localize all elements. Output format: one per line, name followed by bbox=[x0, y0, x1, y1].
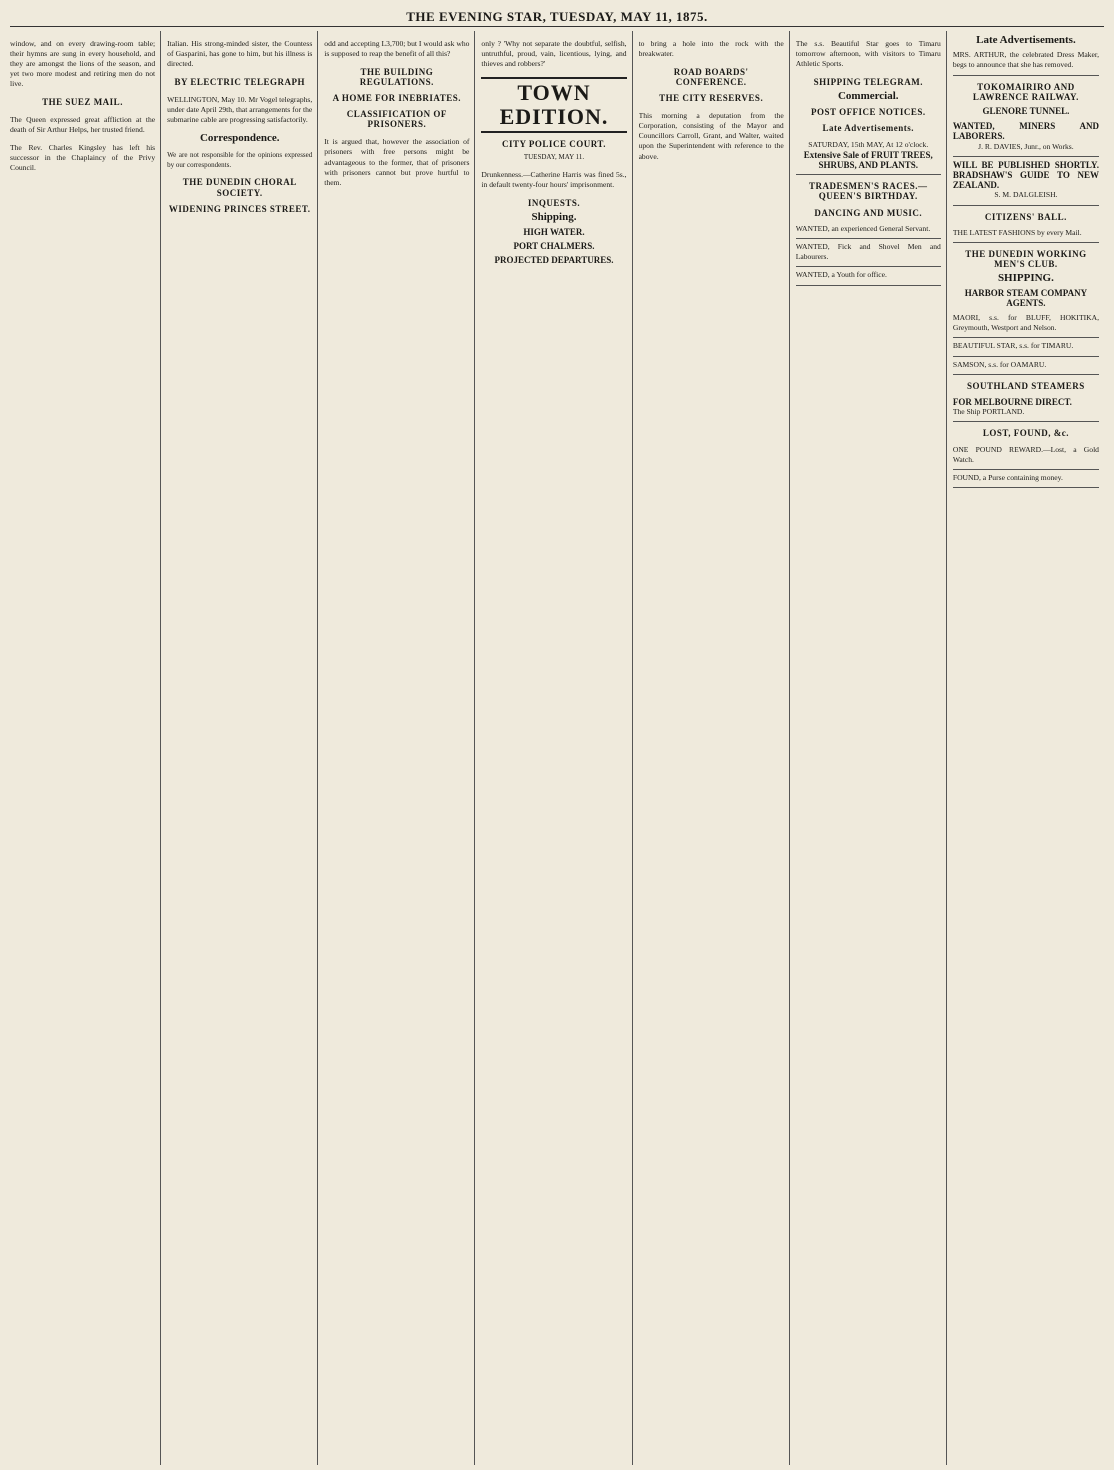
advert-date: SATURDAY, 15th MAY, At 12 o'clock. bbox=[808, 139, 929, 149]
section-heading: THE SUEZ MAIL. bbox=[42, 97, 123, 108]
section-heading: A HOME FOR INEBRIATES. bbox=[332, 93, 462, 103]
column-6 bbox=[796, 31, 947, 1465]
dateline: TUESDAY, MAY 11. bbox=[523, 153, 585, 162]
section-heading: SOUTHLAND STEAMERS bbox=[967, 380, 1085, 391]
article-paragraph: It is argued that, however the association of prisoners with free persons might be advantageous to the former, that of prisoners with prisoners cannot but prove hurtful to them. bbox=[324, 137, 470, 188]
advert: MRS. ARTHUR, the celebrated Dress Maker, begs to announce that she has removed. bbox=[953, 47, 1099, 75]
article-paragraph: only ? 'Why not separate the doubtful, selfish, untruthful, proud, vain, licentious, lying, and thieves and robbers?' bbox=[481, 38, 627, 68]
article-paragraph: The Queen expressed great affliction at the death of Sir Arthur Helps, her trusted friend. bbox=[10, 115, 156, 135]
article-paragraph: Drunkenness.—Catherine Harris was fined 5s., in default twenty-four hours' imprisonment. bbox=[481, 170, 627, 190]
section-heading: TOKOMAIRIRO AND LAWRENCE RAILWAY. bbox=[972, 81, 1079, 102]
column-7 bbox=[953, 31, 1104, 1465]
advert: WANTED, Fick and Shovel Men and Labourers. bbox=[796, 239, 941, 267]
sub-heading: HARBOR STEAM COMPANY AGENTS. bbox=[964, 287, 1088, 308]
article-paragraph: Italian. His strong-minded sister, the Countess of Gasparini, has gone to him, but his illness is directed. bbox=[167, 38, 313, 68]
sub-heading: GLENORE TUNNEL. bbox=[982, 106, 1070, 117]
column-3 bbox=[324, 31, 475, 1465]
advert: WANTED, an experienced General Servant. bbox=[796, 221, 941, 239]
advert-body: The Ship PORTLAND. bbox=[952, 407, 1025, 417]
section-heading: WIDENING PRINCES STREET. bbox=[168, 203, 311, 214]
section-heading: BY ELECTRIC TELEGRAPH bbox=[174, 76, 305, 87]
section-heading: Late Advertisements. bbox=[976, 34, 1076, 46]
column-1 bbox=[10, 31, 161, 1465]
section-heading: CLASSIFICATION OF PRISONERS. bbox=[346, 109, 447, 130]
advert: MAORI, s.s. for BLUFF, HOKITIKA, Greymouth, Westport and Nelson. bbox=[953, 310, 1099, 338]
section-heading: Correspondence. bbox=[199, 131, 280, 144]
article-paragraph: The Rev. Charles Kingsley has left his successor in the Chaplaincy of the Privy Council. bbox=[10, 143, 156, 173]
article-paragraph: to bring a hole into the rock with the breakwater. bbox=[638, 38, 784, 58]
section-heading: POST OFFICE NOTICES. bbox=[810, 107, 926, 118]
section-heading: LOST, FOUND, &c. bbox=[982, 428, 1069, 439]
column-5 bbox=[639, 31, 790, 1465]
section-heading: THE DUNEDIN WORKING MEN'S CLUB. bbox=[965, 249, 1087, 270]
advert-title: WILL BE PUBLISHED SHORTLY. BRADSHAW'S GUIDE TO NEW ZEALAND. bbox=[952, 159, 1099, 191]
section-heading: THE DUNEDIN CHORAL SOCIETY. bbox=[182, 177, 297, 198]
section-heading: THE CITY RESERVES. bbox=[659, 93, 764, 103]
advert: ONE POUND REWARD.—Lost, a Gold Watch. bbox=[953, 442, 1099, 470]
advert-signature: S. M. DALGLEISH. bbox=[994, 190, 1058, 200]
sub-heading: PORT CHALMERS. bbox=[513, 240, 595, 251]
column-2 bbox=[167, 31, 318, 1465]
columns bbox=[10, 31, 1104, 1465]
sub-heading: HIGH WATER. bbox=[523, 226, 585, 237]
advert: SAMSON, s.s. for OAMARU. bbox=[953, 357, 1099, 375]
section-heading: Commercial. bbox=[837, 90, 899, 102]
advert-title: Extensive Sale of FRUIT TREES, SHRUBS, AND PLANTS. bbox=[803, 149, 933, 171]
sub-heading: PROJECTED DEPARTURES. bbox=[494, 255, 614, 266]
section-heading: DANCING AND MUSIC. bbox=[814, 207, 923, 218]
article-paragraph: This morning a deputation from the Corporation, consisting of the Mayor and Councillors Carroll, Grant, and Walter, waited upon the Superintendent with reference to the above. bbox=[638, 110, 784, 161]
advert-signature: J. R. DAVIES, Junr., on Works. bbox=[978, 141, 1074, 151]
section-heading: INQUESTS. bbox=[527, 198, 581, 209]
section-heading: ROAD BOARDS' CONFERENCE. bbox=[673, 66, 749, 87]
article-paragraph: odd and accepting L3,700; but I would ask who is supposed to reap the benefit of all this? bbox=[324, 38, 470, 58]
masthead bbox=[10, 8, 1104, 27]
section-heading: Late Advertisements. bbox=[822, 123, 915, 134]
section-heading: SHIPPING TELEGRAM. bbox=[813, 76, 923, 87]
section-heading: SHIPPING. bbox=[997, 272, 1054, 285]
article-paragraph: The s.s. Beautiful Star goes to Timaru tomorrow afternoon, with visitors to Timaru Athletic Sports. bbox=[795, 38, 941, 68]
article-paragraph: We are not responsible for the opinions expressed by our correspondents. bbox=[167, 151, 313, 170]
article-paragraph: window, and on every drawing-room table; their hymns are sung in every household, and they are amongst the lions of the season, and yet two more modest and retiring men do not live. bbox=[10, 38, 156, 89]
advert-title: WANTED, MINERS AND LABORERS. bbox=[952, 121, 1099, 142]
advert: THE LATEST FASHIONS by every Mail. bbox=[953, 225, 1099, 243]
advert: FOUND, a Purse containing money. bbox=[953, 470, 1099, 488]
column-4 bbox=[481, 31, 632, 1465]
section-heading: Shipping. bbox=[531, 211, 577, 224]
advert bbox=[953, 118, 1099, 157]
advert bbox=[953, 394, 1099, 422]
advert bbox=[953, 157, 1099, 206]
advert-title: FOR MELBOURNE DIRECT. bbox=[952, 397, 1072, 408]
advert: WANTED, a Youth for office. bbox=[796, 267, 941, 285]
masthead-title: THE EVENING STAR, TUESDAY, MAY 11, 1875. bbox=[406, 9, 708, 24]
section-heading: TRADESMEN'S RACES.—QUEEN'S BIRTHDAY. bbox=[809, 181, 928, 202]
advert: BEAUTIFUL STAR, s.s. for TIMARU. bbox=[953, 338, 1099, 356]
section-heading: CITY POLICE COURT. bbox=[502, 139, 606, 150]
article-paragraph: WELLINGTON, May 10. Mr Vogel telegraphs, under date April 29th, that arrangements for the submarine cable are progressing satisfactorily. bbox=[167, 94, 313, 124]
section-heading: THE BUILDING REGULATIONS. bbox=[359, 66, 434, 87]
advert bbox=[796, 137, 941, 176]
town-edition-title: TOWN EDITION. bbox=[481, 77, 626, 133]
section-heading: CITIZENS' BALL. bbox=[984, 211, 1067, 222]
